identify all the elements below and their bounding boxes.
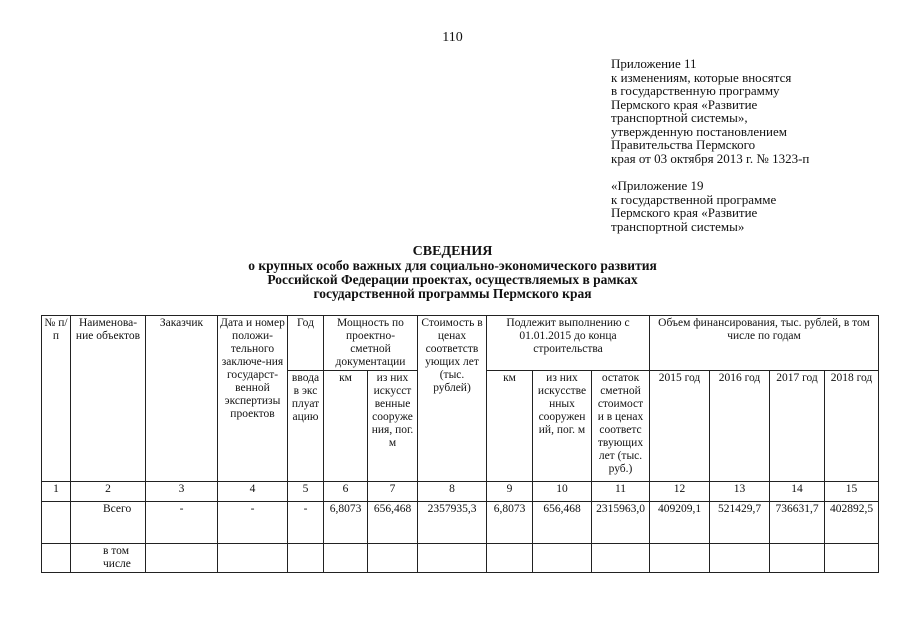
header-capacity-art: из них искусст венные сооруже ния, пог. м [368, 371, 418, 482]
header-todo-art: из них искусстве нных сооружен ий, пог. м [533, 371, 592, 482]
col-number: 11 [592, 482, 650, 502]
table-cell: 6,8073 [324, 502, 368, 544]
table-cell: - [146, 502, 218, 544]
appendix-line: транспортной системы», [611, 110, 748, 125]
header-2016: 2016 год [710, 371, 770, 482]
table-cell: 2315963,0 [592, 502, 650, 544]
header-name: Наименова-ние объектов [71, 316, 146, 482]
header-cost: Стоимость в ценах соответств ующих лет (тыс. рублей) [418, 316, 487, 482]
header-year: Год [288, 316, 324, 371]
appendix-line: Приложение 11 [611, 56, 697, 71]
appendix-line: утвержденную постановлением [611, 123, 788, 139]
table-cell: 656,468 [533, 502, 592, 544]
col-number: 15 [825, 482, 879, 502]
col-number: 5 [288, 482, 324, 502]
col-number: 2 [71, 482, 146, 502]
appendix-line: в государственную программу [611, 83, 780, 98]
table-cell: 6,8073 [487, 502, 533, 544]
col-number: 6 [324, 482, 368, 502]
table-cell: 656,468 [368, 502, 418, 544]
appendix-line: края от 03 октября 2013 г. № 1323-п [611, 150, 810, 166]
table-cell: 521429,7 [710, 502, 770, 544]
table-row-including [42, 544, 879, 573]
col-number: 3 [146, 482, 218, 502]
appendix-line: Пермского края «Развитие [611, 96, 758, 112]
document-title [0, 245, 905, 301]
col-number: 13 [710, 482, 770, 502]
col-number: 9 [487, 482, 533, 502]
header-num: № п/п [42, 316, 71, 482]
header-2018: 2018 год [825, 371, 879, 482]
col-number: 12 [650, 482, 710, 502]
table-cell: 2357935,3 [418, 502, 487, 544]
header-2015: 2015 год [650, 371, 710, 482]
table-cell: - [288, 502, 324, 544]
table-cell [42, 502, 71, 544]
appendix-line: Пермского края «Развитие [611, 205, 758, 220]
header-customer: Заказчик [146, 316, 218, 482]
header-year-sub: ввода в экс плуат ацию [288, 371, 324, 482]
column-number-row [42, 482, 879, 502]
appendix-line: к изменениям, которые вносятся [611, 69, 792, 85]
appendix-line: «Приложение 19 [611, 178, 704, 193]
title-line: Российской Федерации проектах, осуществляемых в рамках [267, 272, 638, 287]
table-cell: 736631,7 [770, 502, 825, 544]
table-row-total [42, 502, 879, 544]
table-cell-label: в том числе [71, 544, 146, 573]
page-number: 110 [442, 30, 463, 45]
header-capacity: Мощность по проектно-сметной документации [324, 316, 418, 371]
table-cell: 409209,1 [650, 502, 710, 544]
col-number: 10 [533, 482, 592, 502]
appendix-line: к государственной программе [611, 191, 777, 207]
appendix-line: Правительства Пермского [611, 137, 756, 152]
header-todo-km: км [487, 371, 533, 482]
header-capacity-km: км [324, 371, 368, 482]
appendix-line: транспортной системы» [611, 218, 745, 234]
title-line: государственной программы Пермского края [313, 286, 592, 301]
header-expertise: Дата и номер положи-тельного заключе-ния государст-венной экспертизы проектов [218, 316, 288, 482]
header-finance: Объем финансирования, тыс. рублей, в том числе по годам [650, 316, 879, 371]
table-cell: - [218, 502, 288, 544]
data-table [41, 315, 879, 573]
header-todo-rest: остаток сметной стоимост и в ценах соответс твующих лет (тыс. руб.) [592, 371, 650, 482]
col-number: 14 [770, 482, 825, 502]
header-todo: Подлежит выполнению с 01.01.2015 до конца строительства [487, 316, 650, 371]
col-number: 8 [418, 482, 487, 502]
table-cell: 402892,5 [825, 502, 879, 544]
title-line: о крупных особо важных для социально-экономического развития [248, 258, 657, 273]
col-number: 7 [368, 482, 418, 502]
title-main: СВЕДЕНИЯ [412, 244, 493, 259]
table-cell-label: Всего [71, 502, 146, 544]
header-2017: 2017 год [770, 371, 825, 482]
col-number: 1 [42, 482, 71, 502]
appendix-block [611, 57, 809, 233]
col-number: 4 [218, 482, 288, 502]
